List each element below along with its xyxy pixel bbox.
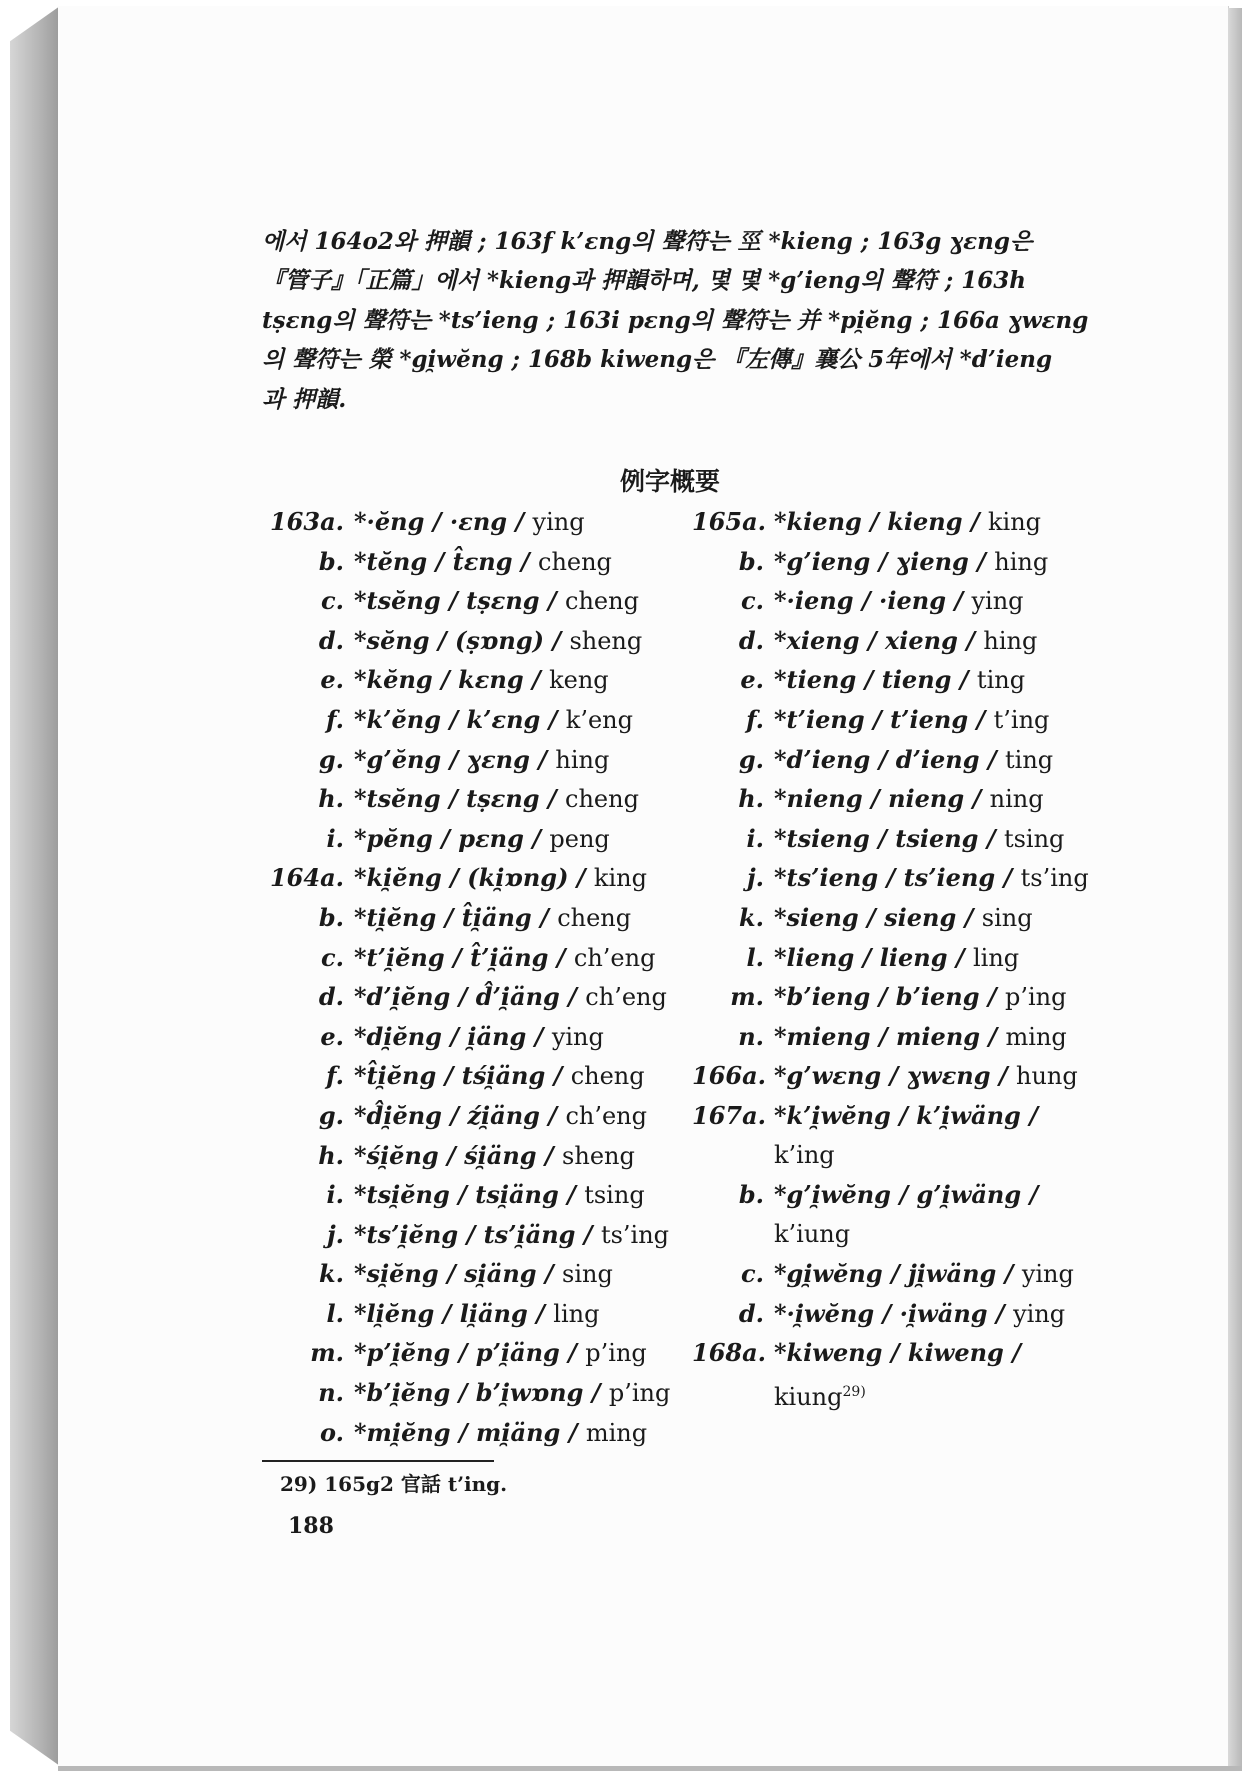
entry-row xyxy=(692,1333,1089,1373)
entry-label: j. xyxy=(746,863,764,893)
entry-row xyxy=(268,700,670,740)
entry-modern-reading: king xyxy=(988,508,1042,536)
entry-form: *t’i̯ĕng / t̂’i̯äng / xyxy=(354,942,574,972)
entry-modern-reading: ming xyxy=(1005,1022,1067,1051)
entry-modern-reading: p’ing xyxy=(608,1379,671,1408)
entry-modern-reading: cheng xyxy=(570,1062,645,1091)
entry-row xyxy=(692,977,1089,1017)
entry-row xyxy=(692,1175,1089,1215)
entry-row xyxy=(268,977,670,1017)
intro-paragraph xyxy=(262,222,1089,419)
entry-row xyxy=(268,938,670,978)
entry-label: m. xyxy=(730,982,764,1012)
entry-modern-reading: cheng xyxy=(557,903,632,932)
entry-modern-reading: sheng xyxy=(569,626,643,655)
entry-label: b. xyxy=(738,546,764,576)
entry-label: f. xyxy=(326,704,344,734)
entry-modern-reading: ch’eng xyxy=(585,983,667,1012)
entry-form: *k’i̯wĕng / k’i̯wäng / xyxy=(774,1100,1038,1130)
entry-form: *lieng / lieng / xyxy=(774,942,973,972)
entry-form: *tieng / tieng / xyxy=(774,665,977,695)
entry-form: *di̯ĕng / i̯äng / xyxy=(354,1021,552,1051)
entry-form: *śi̯ĕng / śi̯äng / xyxy=(354,1140,563,1170)
entry-label: f. xyxy=(326,1061,344,1091)
footnote-marker: 29) xyxy=(842,1384,866,1401)
entry-modern-reading: ying xyxy=(1013,1299,1066,1328)
entry-label: h. xyxy=(318,784,344,814)
entry-row xyxy=(268,1175,670,1215)
entry-label: e. xyxy=(320,665,344,695)
entry-row xyxy=(268,898,670,938)
entry-modern-reading: ch’eng xyxy=(573,943,656,972)
entry-form: *mi̯ĕng / mi̯äng / xyxy=(354,1417,586,1447)
section-title: 例字概要 xyxy=(619,467,720,496)
entry-label: l. xyxy=(326,1298,344,1328)
entry-row xyxy=(268,740,670,780)
entry-form: *tsieng / tsieng / xyxy=(774,823,1004,853)
entry-form: *·ĕng / ·ɛng / xyxy=(354,507,533,536)
entry-form: *tsĕng / tṣɛng / xyxy=(354,586,566,616)
entry-label: e. xyxy=(320,1021,344,1051)
entry-label: n. xyxy=(738,1021,764,1051)
entry-row xyxy=(268,1254,670,1294)
entry-modern-reading: tsing xyxy=(1003,824,1065,853)
entry-row xyxy=(268,542,670,582)
entry-form: *kiweng / kiweng / xyxy=(774,1338,1021,1368)
entry-modern-reading: ting xyxy=(976,666,1026,695)
entry-form: *xieng / xieng / xyxy=(774,625,984,655)
entry-modern-reading: tsing xyxy=(584,1181,645,1210)
entry-modern-reading: ch’eng xyxy=(565,1101,647,1130)
entry-modern-reading: ying xyxy=(971,587,1024,616)
entry-row xyxy=(692,938,1089,978)
entry-label: f. xyxy=(746,704,764,734)
left-column xyxy=(268,502,670,1452)
intro-line: tṣɛng의 聲符는 *ts’ieng ; 163i pɛng의 聲符는 并 *pi̯ĕng ; 166a ɣwɛng xyxy=(262,306,1089,334)
entry-form: *pĕng / pɛng / xyxy=(354,823,550,853)
entry-label: d. xyxy=(318,625,344,655)
entry-modern-reading: hung xyxy=(1016,1062,1078,1091)
entry-row xyxy=(692,1373,1089,1413)
entry-form: *t̂i̯ĕng / tśi̯äng / xyxy=(354,1061,571,1091)
entry-form: *ts’ieng / ts’ieng / xyxy=(774,863,1021,893)
entry-modern-reading: cheng xyxy=(538,547,612,576)
entry-row xyxy=(268,502,670,542)
entry-form: *d’ieng / d’ieng / xyxy=(774,744,1006,774)
entry-form: *t’ieng / t’ieng / xyxy=(774,704,994,734)
entry-label: n. xyxy=(318,1378,344,1408)
entry-label: 166a. xyxy=(692,1061,767,1091)
entry-row xyxy=(692,700,1089,740)
entry-label: h. xyxy=(318,1140,344,1170)
entry-form: *li̯ĕng / li̯äng / xyxy=(354,1298,554,1328)
entry-form: *ts’i̯ĕng / ts’i̯äng / xyxy=(354,1219,601,1249)
book-left-edge xyxy=(10,6,60,1766)
entry-modern-reading: sing xyxy=(981,903,1033,932)
entry-label: m. xyxy=(310,1338,344,1368)
entry-row xyxy=(692,1017,1089,1057)
entry-form: *g’ĕng / ɣɛng / xyxy=(354,744,556,774)
entry-modern-reading: p’ing xyxy=(585,1339,647,1368)
entry-row xyxy=(692,502,1089,542)
entry-form: k’ing xyxy=(774,1140,835,1169)
entry-row xyxy=(268,779,670,819)
entry-modern-reading: ts’ing xyxy=(600,1220,670,1249)
entry-label: b. xyxy=(318,902,344,932)
entry-label: o. xyxy=(320,1417,344,1447)
entry-modern-reading: cheng xyxy=(565,785,639,814)
entry-label: d. xyxy=(318,982,344,1012)
entry-form: *tsĕng / tṣɛng / xyxy=(354,784,566,814)
entry-form: *g’ieng / ɣieng / xyxy=(774,546,995,576)
entry-row xyxy=(692,1254,1089,1294)
entry-row xyxy=(692,898,1089,938)
right-column xyxy=(692,502,1089,1413)
intro-line: 에서 164o2와 押韻 ; 163f k’ɛng의 聲符는 巠 *kieng ; 163g ɣɛng은 xyxy=(262,228,1033,255)
entry-label: b. xyxy=(738,1180,764,1210)
entry-modern-reading: sing xyxy=(562,1260,613,1289)
entry-modern-reading: ning xyxy=(989,785,1044,814)
entry-label: c. xyxy=(741,586,764,616)
entry-modern-reading: ying xyxy=(1021,1260,1074,1289)
entry-label: 163a. xyxy=(269,507,344,536)
book-bottom-edge xyxy=(58,1766,1242,1771)
entry-row xyxy=(692,858,1089,898)
entry-form: *tĕng / t̂ɛng / xyxy=(354,546,538,576)
entry-row xyxy=(268,1333,670,1373)
entry-modern-reading: ming xyxy=(585,1418,648,1447)
entry-row xyxy=(692,1096,1089,1136)
entry-modern-reading: ling xyxy=(553,1299,600,1328)
entry-label: i. xyxy=(326,823,344,853)
entry-row xyxy=(692,740,1089,780)
entry-label: h. xyxy=(738,784,764,814)
entry-modern-reading: peng xyxy=(549,824,610,853)
entry-label: j. xyxy=(326,1219,344,1249)
entry-row xyxy=(268,1413,670,1453)
entry-label: 167a. xyxy=(692,1100,767,1130)
entry-row xyxy=(692,779,1089,819)
entry-label: 165a. xyxy=(692,507,767,536)
entry-form: *d’i̯ĕng / d̂’i̯äng / xyxy=(354,982,586,1012)
entry-label: d. xyxy=(738,1298,764,1328)
entry-modern-reading: k’eng xyxy=(565,705,633,734)
entry-row xyxy=(692,621,1089,661)
entry-form: *tsi̯ĕng / tsi̯äng / xyxy=(354,1180,585,1210)
entry-form: *d̂i̯ĕng / źi̯äng / xyxy=(354,1100,566,1130)
entry-row xyxy=(692,1215,1089,1255)
entry-modern-reading: ling xyxy=(972,943,1020,972)
entry-modern-reading: ting xyxy=(1005,745,1054,774)
entry-label: i. xyxy=(746,823,764,853)
entry-label: g. xyxy=(318,1100,344,1130)
entry-label: 168a. xyxy=(692,1338,767,1368)
entry-modern-reading: keng xyxy=(549,666,609,695)
entry-modern-reading: p’ing xyxy=(1005,983,1067,1012)
entry-form: *kĕng / kɛng / xyxy=(354,665,550,695)
entry-row xyxy=(268,819,670,859)
entry-row xyxy=(268,1294,670,1334)
entry-row xyxy=(692,1136,1089,1176)
entry-modern-reading: cheng xyxy=(565,587,639,616)
entry-modern-reading: ying xyxy=(532,508,585,536)
entry-label: c. xyxy=(321,942,344,972)
entry-form: *·ieng / ·ieng / xyxy=(774,586,972,616)
page-number: 188 xyxy=(288,1513,334,1539)
entry-modern-reading: sheng xyxy=(562,1141,635,1170)
entry-row xyxy=(268,1215,670,1255)
entry-modern-reading: t’ing xyxy=(993,705,1050,734)
entry-form: *sieng / sieng / xyxy=(774,902,982,932)
entry-form: kiung xyxy=(774,1383,843,1412)
entry-row xyxy=(692,542,1089,582)
entry-row xyxy=(268,1136,670,1176)
entry-label: e. xyxy=(740,665,764,695)
entry-modern-reading: hing xyxy=(555,745,610,774)
entry-form: *kieng / kieng / xyxy=(774,507,988,536)
entry-label: g. xyxy=(738,744,764,774)
entry-label: g. xyxy=(318,744,344,774)
entry-form: *nieng / nieng / xyxy=(774,784,990,814)
entry-label: k. xyxy=(739,902,764,932)
entry-form: *b’i̯ĕng / b’i̯wɒng / xyxy=(354,1378,609,1408)
entry-label: l. xyxy=(746,942,764,972)
entry-row xyxy=(692,819,1089,859)
entry-row xyxy=(268,1056,670,1096)
entry-label: k. xyxy=(319,1259,344,1289)
entry-label: c. xyxy=(741,1259,764,1289)
entry-form: *si̯ĕng / si̯äng / xyxy=(354,1259,563,1289)
entry-row xyxy=(268,1096,670,1136)
intro-line: 『管子』「正篇」에서 *kieng과 押韻하며, 몇 몇 *g’ieng의 聲符 ; 163h xyxy=(262,267,1026,295)
entry-row xyxy=(692,1294,1089,1334)
entry-modern-reading: hing xyxy=(994,547,1049,576)
footnote: 29) 165g2 官話 t’ing. xyxy=(280,1472,508,1496)
entry-row xyxy=(268,1373,670,1413)
entry-form: *sĕng / (ṣɒng) / xyxy=(354,625,570,655)
entry-form: *ki̯ĕng / (ki̯ɒng) / xyxy=(354,863,594,893)
entry-row xyxy=(268,1017,670,1057)
entry-row xyxy=(268,858,670,898)
entry-form: *p’i̯ĕng / p’i̯äng / xyxy=(354,1338,586,1368)
entry-row xyxy=(268,581,670,621)
entry-label: d. xyxy=(738,625,764,655)
entry-modern-reading: hing xyxy=(983,626,1038,655)
entry-label: i. xyxy=(326,1180,344,1210)
entry-form: *ti̯ĕng / t̂i̯äng / xyxy=(354,902,558,932)
entry-row xyxy=(692,581,1089,621)
intro-line: 과 押韻. xyxy=(262,385,347,413)
entry-label: 164a. xyxy=(269,863,344,893)
entry-form: *mieng / mieng / xyxy=(774,1021,1006,1051)
entry-form: k’iung xyxy=(774,1219,851,1248)
entry-row xyxy=(692,660,1089,700)
entry-modern-reading: ying xyxy=(551,1022,604,1051)
entry-modern-reading: king xyxy=(593,864,647,893)
entry-form: *b’ieng / b’ieng / xyxy=(774,982,1006,1012)
footnote-rule xyxy=(262,1460,494,1462)
entry-label: c. xyxy=(321,586,344,616)
entry-label: b. xyxy=(318,546,344,576)
entry-form: *g’i̯wĕng / g’i̯wäng / xyxy=(774,1180,1039,1210)
entry-form: *·i̯wĕng / ·i̯wäng / xyxy=(774,1298,1014,1328)
entry-row xyxy=(268,660,670,700)
entry-row xyxy=(268,621,670,661)
entry-form: *g’wɛng / ɣwɛng / xyxy=(774,1061,1017,1091)
entry-form: *k’ĕng / k’ɛng / xyxy=(354,704,566,734)
entry-form: *gi̯wĕng / ji̯wäng / xyxy=(774,1259,1022,1289)
entry-row xyxy=(692,1056,1089,1096)
intro-line: 의 聲符는 榮 *gi̯wĕng ; 168b kiweng은 『左傳』襄公 5年에서 *d’ieng xyxy=(262,346,1053,374)
entry-modern-reading: ts’ing xyxy=(1020,864,1089,893)
book-right-edge xyxy=(1228,8,1242,1766)
